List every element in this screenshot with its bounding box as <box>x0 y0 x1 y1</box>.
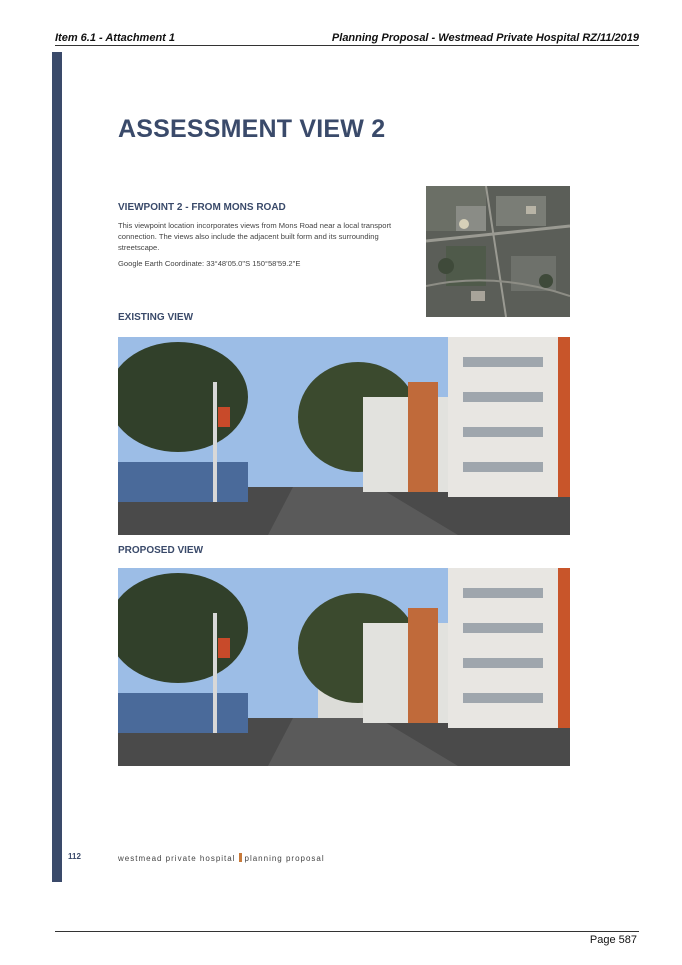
header-right-text: Planning Proposal - Westmead Private Hospital RZ/11/2019 <box>331 32 639 44</box>
footer-brand-right: planning proposal <box>244 854 325 863</box>
sidebar-accent-bar <box>52 52 62 882</box>
footer-divider <box>55 931 639 932</box>
proposed-view-heading: PROPOSED VIEW <box>118 545 204 556</box>
proposed-view-photo <box>118 568 570 766</box>
viewpoint-description: This viewpoint location incorporates views from Mons Road near a local transport connection. The views also include the adjacent built form and its surrounding streetscape. <box>118 221 392 252</box>
aerial-map-image <box>426 186 570 317</box>
footer-brand <box>118 853 325 863</box>
header-divider <box>55 45 639 46</box>
existing-view-heading: EXISTING VIEW <box>118 312 194 323</box>
viewpoint-heading: VIEWPOINT 2 - FROM MONS ROAD <box>118 202 286 213</box>
page-title: ASSESSMENT VIEW 2 <box>118 115 386 143</box>
header-left-text: Item 6.1 - Attachment 1 <box>55 32 176 44</box>
existing-view-photo <box>118 337 570 535</box>
footer-brand-left: westmead private hospital <box>118 854 236 863</box>
page-header <box>55 32 639 45</box>
page-label: Page 587 <box>589 934 637 946</box>
coordinate-text: Google Earth Coordinate: 33°48'05.0"S 150°58'59.2"E <box>118 259 301 268</box>
footer-separator <box>239 853 242 862</box>
footer-page-number: 112 <box>68 852 81 861</box>
